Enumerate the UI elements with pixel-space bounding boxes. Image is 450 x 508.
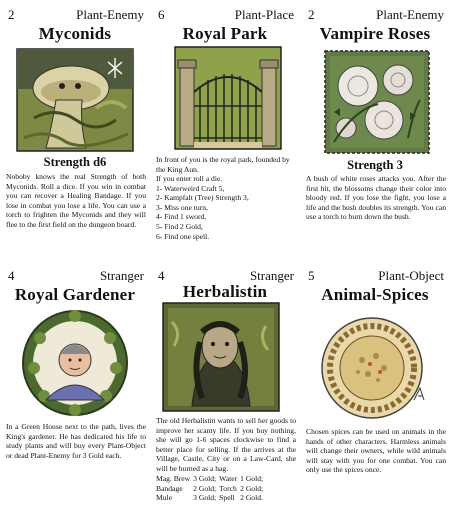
herbalist-portrait-icon (162, 302, 280, 412)
card-text: In a Green House next to the path, lives the King's gardener. He has dedicated his life to study plants and will buy every Plant-Object or dead Plant-Enemy for 3 Gold each. (6, 422, 146, 460)
card-text-line: 3- Miss one turn, (156, 202, 208, 212)
card-text-line: In front of you is the royal park, founded by the King Aun. (156, 155, 290, 174)
price-item: Mule (156, 493, 173, 503)
table-row (156, 474, 266, 483)
price-value: 2 Gold; (193, 483, 217, 493)
card-number: 2 (8, 7, 15, 22)
card-myconids[interactable] (0, 0, 150, 254)
card-text: A bush of white roses attacks you. After the first hit, the blossoms change their color into bloody red. If you lose the fight, you lose a life and the bush doubles its strength. You can use a torch to burn down the bush. (306, 174, 446, 222)
card-title: Myconids (38, 24, 112, 43)
spice-bowl-icon (314, 312, 434, 422)
price-value: 2 Gold. (240, 493, 263, 503)
price-value: 3 Gold; (193, 493, 217, 503)
card-number: 5 (308, 268, 315, 283)
card-title: Animal-Spices (321, 285, 429, 304)
gardener-portrait-icon (20, 308, 130, 418)
price-value: 3 Gold; (193, 474, 217, 484)
card-text-line: 6- Find one spell. (156, 231, 210, 241)
card-royal-park[interactable] (150, 0, 300, 254)
price-value: 1 Gold; (240, 474, 264, 484)
card-number: 2 (308, 7, 315, 22)
card-category: Plant-Enemy (76, 7, 144, 22)
price-item: Mag. Brew (156, 474, 191, 484)
card-category: Stranger (249, 268, 294, 283)
card-text-line: 4- Find 1 sword, (156, 212, 207, 222)
card-text: Chosen spices can be used on animals in the hands of other characters. Harmless animals will change their owners, while wild animals will stay with you for one combat. You can only use the spices once. (306, 427, 446, 475)
card-text-line: If you enter roll a die. (156, 174, 223, 184)
card-number: 4 (8, 268, 15, 283)
table-row (156, 493, 266, 502)
card-text-line: 1- Waterweird Craft 5, (156, 183, 225, 193)
card-category: Plant-Enemy (376, 7, 444, 22)
card-number: 6 (158, 7, 165, 22)
card-text-line: 2- Kampfalt (Tree) Strength 3, (156, 193, 249, 203)
price-item: Torch (219, 483, 237, 493)
card-title: Vampire Roses (319, 24, 431, 43)
price-item: Bandage (156, 483, 183, 493)
card-title: Royal Gardener (14, 285, 136, 304)
myconid-creature-icon (16, 48, 134, 152)
card-strength: Strength d6 (43, 155, 107, 169)
price-item: Spell (219, 493, 235, 503)
card-title: Royal Park (182, 24, 268, 43)
price-item: Water (219, 474, 238, 484)
card-category: Plant-Place (234, 7, 294, 22)
card-text-body: The old Herbalistin wants to sell her goods to improve her scanty life. If you buy nothing, she will go 1-6 spaces clockwise to find a better place for selling. If the arrives at the Village, Castle, City or on a Law-Card, she will be burned as a hag. (156, 416, 296, 473)
card-royal-gardener[interactable] (0, 254, 150, 508)
card-number: 4 (158, 268, 165, 283)
card-herbalistin[interactable] (150, 254, 300, 508)
card-category: Stranger (99, 268, 144, 283)
price-value: 2 Gold; (240, 483, 264, 493)
card-vampire-roses[interactable] (300, 0, 450, 254)
card-title: Herbalistin (182, 282, 268, 301)
card-text-line: 5- Find 2 Gold, (156, 221, 203, 231)
card-text (156, 155, 296, 241)
rose-bush-icon (324, 50, 430, 154)
price-table (156, 474, 266, 502)
table-row (156, 484, 266, 493)
card-strength: Strength 3 (347, 158, 403, 172)
card-text: Noboby knows the real Strength of both Myconids. Roll a dice. If you win in combat you can recover a Healing Bandage. If you lose in combat you lose a life. You can use a torch to frighten the Myconids and they will flee to the first field on the dungeon board. (6, 172, 146, 229)
park-gate-icon (174, 46, 282, 150)
card-category: Plant-Object (378, 268, 444, 283)
card-text (156, 416, 296, 503)
card-animal-spices[interactable] (300, 254, 450, 508)
